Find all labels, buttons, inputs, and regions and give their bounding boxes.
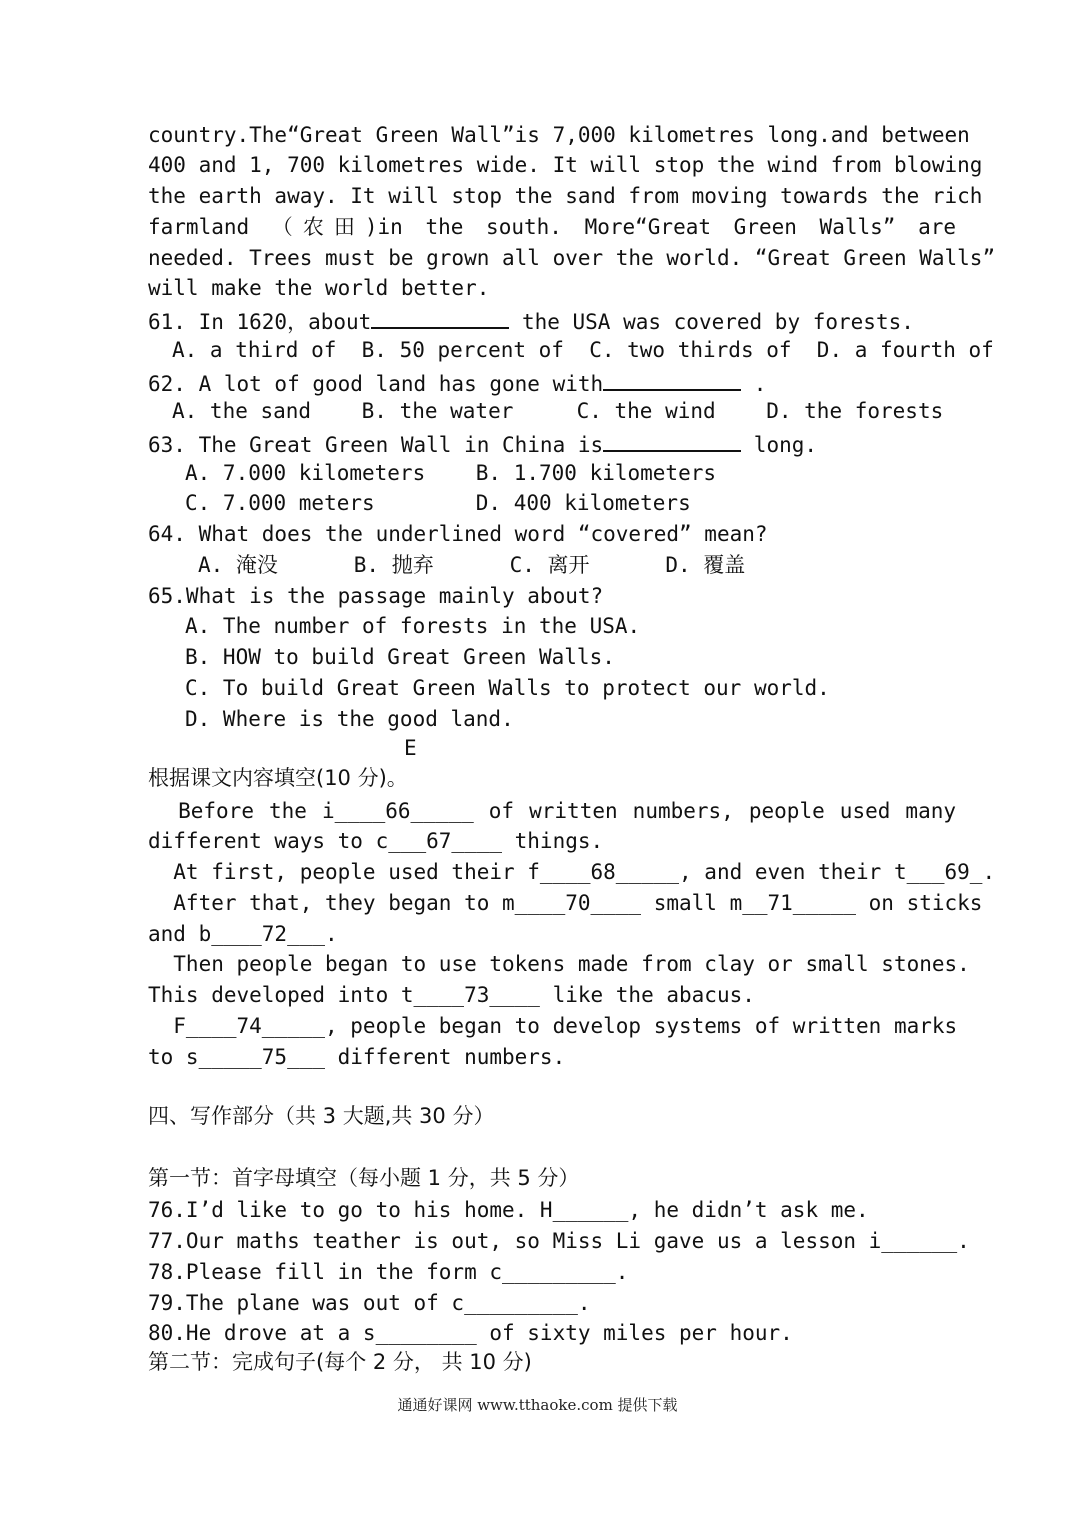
section-instruction: 根据课文内容填空(10 分)。 [148, 766, 408, 790]
answer-blank [603, 371, 741, 391]
fill-item-80: 80.He drove at a s________ of sixty miles per hour. [148, 1321, 793, 1345]
passage-line: needed. Trees must be grown all over the world. “Great Green Walls” [148, 246, 996, 270]
question-65: 65.What is the passage mainly about? [148, 584, 604, 608]
question-64-options: A. 淹没 B. 抛弃 C. 离开 D. 覆盖 [198, 553, 746, 577]
subsection-title: 第二节：完成句子(每个 2 分， 共 10 分) [148, 1350, 532, 1374]
question-63-options: A. 7.000 kilometers B. 1.700 kilometers [185, 461, 717, 485]
fill-item-78: 78.Please fill in the form c_________. [148, 1260, 629, 1284]
question-65-option: D. Where is the good land. [185, 707, 514, 731]
cloze-line: to s_____75___ different numbers. [148, 1045, 566, 1069]
question-62-options: A. the sand B. the water C. the wind D. the forests [172, 399, 944, 423]
question-stem-end: . [741, 372, 767, 396]
cloze-line: Then people began to use tokens made from clay or small stones. [148, 952, 970, 976]
passage-line: 400 and 1, 700 kilometres wide. It will stop the wind from blowing [148, 153, 983, 177]
page-footer: 通通好课网 www.tthaoke.com 提供下载 [397, 1396, 678, 1414]
question-63 [148, 432, 817, 456]
fill-item-77: 77.Our maths teather is out, so Miss Li gave us a lesson i______. [148, 1229, 970, 1253]
question-65-option: A. The number of forests in the USA. [185, 614, 641, 638]
passage-line: farmland （农田)in the south. More“Great Green Walls” are [148, 215, 956, 239]
question-stem: 61. In 1620，about [148, 310, 372, 334]
cloze-line: different ways to c___67____ things. [148, 829, 604, 853]
passage-line: the earth away. It will stop the sand from moving towards the rich [148, 184, 983, 208]
subsection-title: 第一节：首字母填空（每小题 1 分，共 5 分） [148, 1166, 580, 1190]
cloze-line: This developed into t____73____ like the abacus. [148, 983, 755, 1007]
cloze-line: Before the i____66_____ of written numbers, people used many [148, 799, 956, 823]
passage-line: will make the world better. [148, 276, 490, 300]
cloze-line: F____74_____, people began to develop systems of written marks [148, 1014, 958, 1038]
passage-line: country.The“Great Green Wall”is 7,000 kilometres long.and between [148, 123, 970, 147]
question-stem-end: the USA was covered by forests. [509, 310, 914, 334]
fill-item-76: 76.I’d like to go to his home. H______, he didn’t ask me. [148, 1198, 869, 1222]
section-heading: 四、写作部分（共 3 大题,共 30 分） [148, 1104, 495, 1128]
question-63-options: C. 7.000 meters D. 400 kilometers [185, 491, 691, 515]
answer-blank [603, 432, 741, 452]
question-stem: 62. A lot of good land has gone with [148, 372, 604, 396]
question-stem: 63. The Great Green Wall in China is [148, 433, 604, 457]
fill-item-79: 79.The plane was out of c_________. [148, 1291, 591, 1315]
question-61 [148, 309, 914, 333]
cloze-line: At first, people used their f____68_____, and even their t___69_. [148, 860, 996, 884]
section-letter: E [404, 736, 417, 760]
question-61-options: A. a third of B. 50 percent of C. two thirds of D. a fourth of [172, 338, 994, 362]
question-stem-end: long. [741, 433, 818, 457]
cloze-line: After that, they began to m____70____ small m__71_____ on sticks [148, 891, 983, 915]
cloze-line: and b____72___. [148, 922, 338, 946]
answer-blank [371, 309, 509, 329]
question-64: 64. What does the underlined word “covered” mean? [148, 522, 768, 546]
question-62 [148, 371, 766, 395]
question-65-option: B. HOW to build Great Green Walls. [185, 645, 615, 669]
question-65-option: C. To build Great Green Walls to protect our world. [185, 676, 830, 700]
